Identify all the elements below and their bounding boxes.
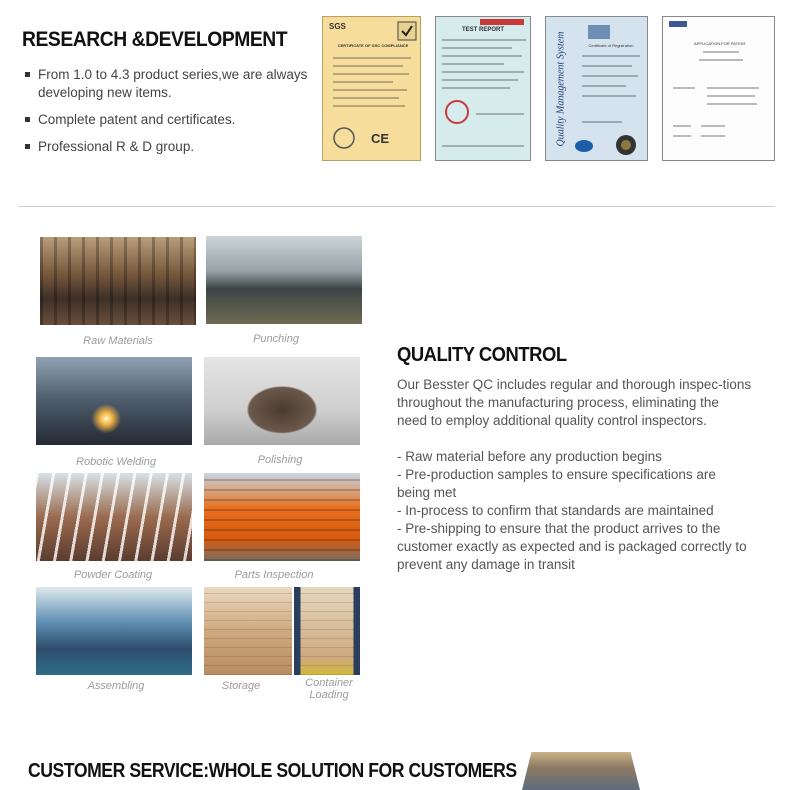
storage-photo bbox=[204, 587, 292, 675]
iaf-logo-icon bbox=[574, 139, 594, 153]
robotic-welding-photo bbox=[36, 357, 192, 445]
parts-inspection-photo bbox=[204, 473, 360, 561]
check-seal-icon bbox=[397, 21, 417, 41]
quality-control-title: QUALITY CONTROL bbox=[397, 344, 567, 366]
research-development-title: RESEARCH &DEVELOPMENT bbox=[22, 28, 288, 51]
sgs-logo: SGS bbox=[329, 22, 346, 31]
caption-assembling: Assembling bbox=[87, 680, 145, 692]
seal-icon bbox=[614, 133, 638, 157]
quality-control-point: - In-process to confirm that standards are maintained bbox=[397, 503, 714, 518]
punching-photo bbox=[206, 236, 362, 324]
ce-mark-icon bbox=[333, 125, 393, 151]
research-item: Professional R & D group. bbox=[24, 138, 324, 156]
quality-control-body bbox=[397, 376, 752, 574]
certificate-heading: TEST REPORT bbox=[462, 27, 505, 33]
caption-powder-coating: Powder Coating bbox=[73, 569, 153, 581]
quality-certificate-image[interactable] bbox=[545, 16, 648, 161]
caption-robotic-welding: Robotic Welding bbox=[76, 456, 156, 468]
assembling-photo bbox=[36, 587, 192, 675]
certificate-heading: CERTIFICATE OF GSC COMPLIANCE bbox=[337, 43, 409, 48]
caption-punching: Punching bbox=[253, 333, 299, 345]
customer-service-photo bbox=[522, 752, 640, 790]
container-loading-photo bbox=[294, 587, 360, 675]
certificate-heading: APPLICATION FOR PATENT bbox=[693, 41, 746, 46]
certificate-heading: Certificate of Registration bbox=[588, 43, 634, 48]
quality-control-point: - Pre-shipping to ensure that the product arrives to the customer exactly as expected and is packaged correctly to prevent any damage in transit bbox=[397, 521, 747, 572]
quality-control-intro: Our Besster QC includes regular and thorough inspec-tions throughout the manufacturing process, eliminating the need to employ additional quality control inspectors. bbox=[397, 377, 752, 428]
quality-control-point: - Pre-production samples to ensure specifications are being met bbox=[397, 467, 716, 500]
polishing-photo bbox=[204, 357, 360, 445]
research-item: Complete patent and certificates. bbox=[24, 111, 324, 129]
svg-text:CE: CE bbox=[371, 131, 390, 146]
caption-parts-inspection: Parts Inspection bbox=[234, 569, 314, 581]
raw-materials-photo bbox=[40, 237, 196, 325]
caption-raw-materials: Raw Materials bbox=[83, 335, 153, 347]
section-divider bbox=[18, 206, 775, 207]
red-stamp-icon bbox=[444, 99, 470, 125]
research-list bbox=[24, 66, 324, 165]
caption-polishing: Polishing bbox=[257, 454, 303, 466]
quality-control-point: - Raw material before any production begins bbox=[397, 449, 662, 464]
research-item: From 1.0 to 4.3 product series,we are always developing new items. bbox=[24, 66, 324, 102]
caption-storage: Storage bbox=[221, 680, 261, 692]
customer-service-title: CUSTOMER SERVICE:WHOLE SOLUTION FOR CUSTOMERS bbox=[28, 760, 517, 782]
sgs-certificate-image[interactable] bbox=[322, 16, 421, 161]
powder-coating-photo bbox=[36, 473, 192, 561]
test-report-image[interactable] bbox=[435, 16, 531, 161]
patent-letter-image[interactable] bbox=[662, 16, 775, 161]
caption-container-loading: Container Loading bbox=[305, 677, 353, 701]
quality-control-list bbox=[397, 448, 752, 574]
certificate-side-text: Quality Management System bbox=[555, 31, 567, 147]
